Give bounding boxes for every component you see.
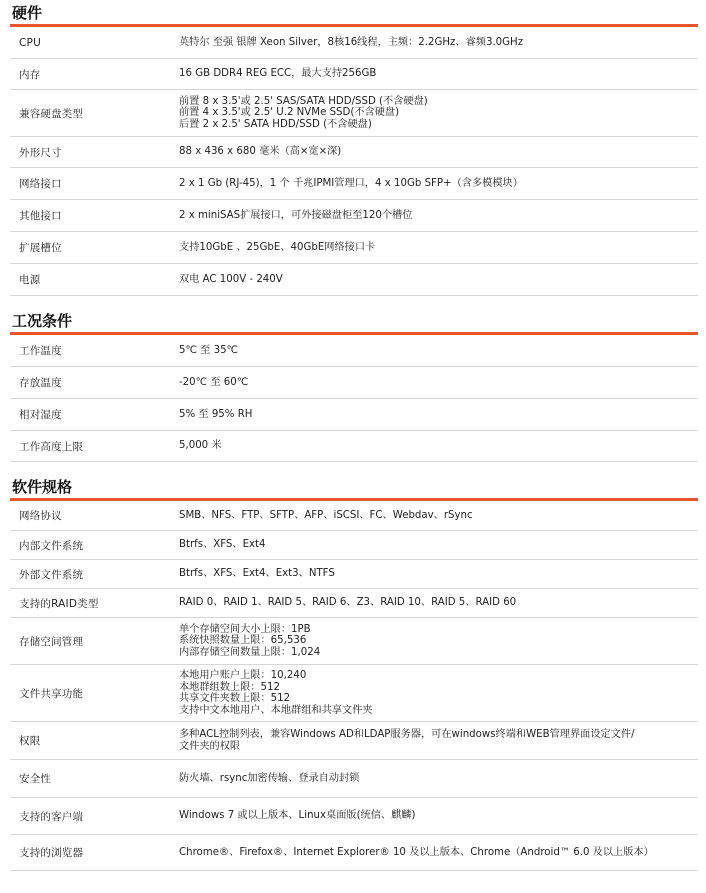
spec-row-humidity: [10, 399, 698, 431]
row-value: 5% 至 95% RH: [179, 408, 253, 420]
row-label: 安全性: [19, 773, 52, 785]
spec-row-expansion-slots: [10, 232, 698, 264]
row-value: RAID 0、RAID 1、RAID 5、RAID 6、Z3、RAID 10、RAID 5、RAID 60: [179, 597, 517, 609]
row-label: CPU: [19, 36, 41, 49]
row-label: 相对湿度: [19, 409, 62, 421]
row-label: 内部文件系统: [19, 539, 84, 552]
spec-row-external-fs: [10, 560, 698, 589]
spec-row-storage-management: [10, 618, 698, 665]
spec-row-internal-fs: [10, 531, 698, 560]
row-label: 外部文件系统: [19, 568, 84, 581]
row-value: 支持10GbE 、25GbE、40GbE网络接口卡: [179, 241, 376, 253]
spec-row-other-ports: [10, 200, 698, 232]
row-label: 扩展槽位: [19, 242, 62, 254]
row-value: 本地用户账户上限：10,240 本地群组数上限：512 共享文件夹数上限：512 支持中文本地用户、本地群组和共享文件夹: [179, 670, 373, 716]
section-software: [10, 474, 698, 871]
section-title: 软件规格: [10, 474, 698, 501]
row-value: 2 x 1 Gb (RJ-45)，1 个 千兆IPMI管理口，4 x 10Gb SFP+（含多模模块）: [179, 177, 523, 189]
row-label: 支持的客户端: [19, 810, 84, 823]
spec-row-security: [10, 760, 698, 798]
row-label: 工作温度: [19, 345, 62, 357]
row-value: Btrfs、XFS、Ext4、Ext3、NTFS: [179, 568, 335, 580]
section-hardware: [10, 0, 698, 296]
spec-row-storage-temp: [10, 367, 698, 399]
spec-row-protocols: [10, 501, 698, 531]
spec-row-dimensions: [10, 137, 698, 168]
spec-row-operating-temp: [10, 335, 698, 367]
row-label: 工作高度上限: [19, 440, 84, 453]
row-value: 防火墙、rsync加密传输、登录自动封锁: [179, 772, 360, 784]
row-label: 存储空间管理: [19, 635, 84, 648]
spec-sheet: [10, 0, 698, 871]
row-label: 支持的RAID类型: [19, 597, 99, 610]
spec-row-raid-types: [10, 589, 698, 618]
row-label: 兼容硬盘类型: [19, 107, 84, 120]
spec-row-permissions: [10, 722, 698, 760]
row-value: 多种ACL控制列表，兼容Windows AD和LDAP服务器，可在windows终端和WEB管理界面设定文件/ 文件夹的权限: [179, 729, 635, 752]
spec-row-browsers: [10, 835, 698, 871]
row-value: Btrfs、XFS、Ext4: [179, 539, 266, 551]
row-value: 2 x miniSAS扩展接口，可外接磁盘柜至120个槽位: [179, 209, 413, 221]
spec-row-memory: [10, 59, 698, 90]
row-label: 内存: [19, 68, 41, 81]
section-title: 硬件: [10, 0, 698, 27]
row-label: 存放温度: [19, 377, 62, 389]
spec-row-cpu: [10, 27, 698, 59]
row-value: 88 x 436 x 680 毫米（高×宽×深): [179, 146, 342, 158]
row-value: 单个存储空间大小上限：1PB 系统快照数量上限：65,536 内部存储空间数量上限：1,024: [179, 623, 321, 658]
row-value: SMB、NFS、FTP、SFTP、AFP、iSCSI、FC、Webdav、rSync: [179, 509, 473, 521]
row-label: 电源: [19, 274, 41, 286]
row-value: 16 GB DDR4 REG ECC，最大支持256GB: [179, 68, 377, 80]
row-value: Chrome®、Firefox®、Internet Explorer® 10 及以上版本、Chrome（Android™ 6.0 及以上版本）: [179, 846, 654, 858]
row-label: 外形尺寸: [19, 146, 62, 159]
row-label: 权限: [19, 735, 41, 747]
row-value: 前置 8 x 3.5'或 2.5' SAS/SATA HDD/SSD (不含硬盘) 前置 4 x 3.5'或 2.5' U.2 NVMe SSD(不含硬盘) 后置 2 x 2.5' SATA HDD/SSD (不含硬盘): [179, 95, 428, 130]
spec-row-network-ports: [10, 168, 698, 200]
row-value: 5,000 米: [179, 440, 222, 452]
row-value: 双电 AC 100V - 240V: [179, 273, 283, 285]
spec-row-power: [10, 264, 698, 296]
row-label: 支持的浏览器: [19, 847, 84, 859]
row-label: 文件共享功能: [19, 687, 84, 700]
spec-row-clients: [10, 798, 698, 835]
row-label: 网络接口: [19, 178, 62, 190]
row-value: 5℃ 至 35℃: [179, 344, 238, 356]
row-label: 其他接口: [19, 210, 62, 222]
row-value: Windows 7 或以上版本、Linux桌面版(统信、麒麟): [179, 810, 416, 822]
section-title: 工况条件: [10, 308, 698, 335]
row-value: 英特尔 至强 银牌 Xeon Silver，8核16线程，主频：2.2GHz、睿频3.0GHz: [179, 36, 524, 48]
spec-row-file-sharing: [10, 665, 698, 722]
section-operating-conditions: [10, 308, 698, 462]
row-label: 网络协议: [19, 510, 62, 522]
row-value: -20℃ 至 60℃: [179, 376, 249, 388]
spec-row-drive-types: [10, 90, 698, 137]
spec-row-altitude: [10, 431, 698, 462]
